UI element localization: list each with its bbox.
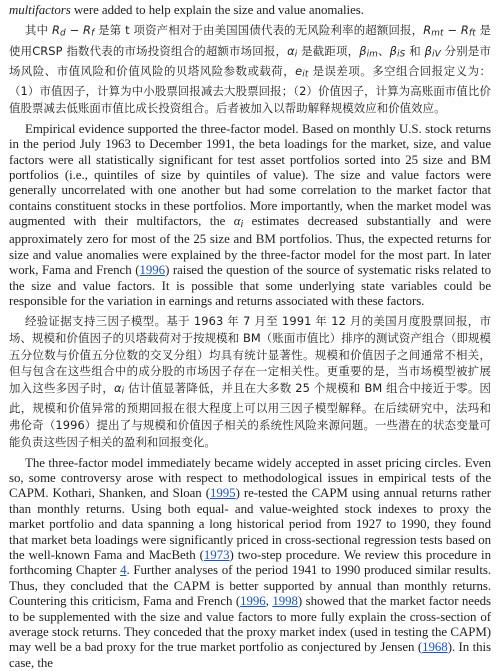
citation-link[interactable]: 1968 bbox=[422, 640, 448, 655]
math-var: R bbox=[423, 23, 432, 38]
text: ) re-tested the CAPM using annual returns rather than monthly returns. Using both equal- and value-weighted stock indexes to proxy the market portfolio and data spanning a long historical period from 1927 to 1990, they found that market beta loadings were significantly priced in cross-sectional regression tests based on the well-known Fama and MacBeth ( bbox=[9, 486, 491, 563]
paragraph-intro-continuation bbox=[9, 3, 491, 18]
text: ) raised the question of the source of systematic risks related to the size and value factors. It is possible that some underlying state variables could be responsible for the variation in earnings and returns associated with these factors. bbox=[9, 263, 492, 308]
math-sub: f bbox=[91, 29, 95, 39]
math-var: α bbox=[233, 214, 241, 229]
math-var: β bbox=[424, 43, 433, 58]
text: Empirical evidence supported the three-factor model. Based on monthly U.S. stock returns in the period July 1963 to December 1991, the beta loadings for the market, size, and value factors were all statistically significant for test asset portfolios sorted into 25 size and BM portfolios (i.e., quintiles of size by quintiles of value). The size and value factors were generally uncorrelated with one another but had some correlation to the market factor that contains constituent stocks in these portfolios. More importantly, when the market model was augmented with their multifactors, the bbox=[9, 121, 491, 229]
text: , bbox=[265, 594, 273, 609]
text: 分别是市场风险、市值风险和价值风险的贝塔风险参数或载荷， bbox=[9, 43, 491, 78]
math-sub: iV bbox=[432, 49, 441, 60]
text: 是截距项， bbox=[297, 43, 360, 58]
citation-link[interactable]: 1996 bbox=[240, 594, 266, 609]
text: 是误差项。多空组合回报定义为：（1）市值因子，计算为中小股票回报减去大股票回报；（2）价值因子，计算为高账面市值比价值股票减去低账面市值比成长投资组合。后者被加入以帮助解释规模效应和价值效应。 bbox=[9, 64, 491, 115]
text: 估计值显著降低，并且在大多数 25 个规模和 BM 组合中接近于零。因此，规模和价值异常的预期回报在很大程度上可以用三因子模型解释。在后续研究中，法玛和弗伦奇（1996）提出了与规模和价值因子相关的系统性风险来源问题。一些潜在的状态变量可能负责这些因子相关的盈利和回报变化。 bbox=[9, 381, 492, 449]
text: 和 bbox=[405, 43, 425, 58]
math-var: e bbox=[295, 64, 303, 78]
text: 经验证据支持三因子模型。基于 1963 年 7 月至 1991 年 12 月的美国月度股票回报，市场、规模和价值因子的贝塔载荷对于按规模和 BM（账面市值比）排序的测试资产组合（即规模五分位数与价值五分位数的交叉分组）均具有统计显著性。规模和价值因子之间通常不相关，但与包含在这些组合中的成分股的市场因子存在一定相关性。更重要的是，当市场模型被扩展加入这些多因子时， bbox=[9, 314, 491, 396]
math-sub: im bbox=[366, 49, 378, 60]
text: 、 bbox=[377, 43, 390, 58]
text: were added to help explain the size and value anomalies. bbox=[70, 3, 364, 17]
math-op: − bbox=[65, 23, 84, 38]
math-sub: ft bbox=[468, 29, 476, 39]
text: ). In this case, the bbox=[9, 640, 491, 670]
math-sub: i bbox=[240, 218, 244, 230]
text: 是使用CRSP 指数代表的市场投资组合的超额市场回报， bbox=[9, 23, 492, 58]
math-var: α bbox=[287, 43, 295, 58]
text: 是第 t 项资产相对于由美国国债代表的无风险利率的超额回报， bbox=[94, 23, 424, 38]
chapter-link[interactable]: 4 bbox=[120, 563, 127, 578]
math-sub: iS bbox=[397, 49, 406, 60]
paragraph-chinese-1 bbox=[9, 22, 491, 116]
text: 其中 bbox=[25, 23, 52, 38]
math-sub: i bbox=[294, 49, 298, 60]
math-sub: it bbox=[302, 69, 309, 80]
paragraph-english-1 bbox=[9, 122, 491, 310]
math-sub: i bbox=[121, 386, 125, 397]
math-var: R bbox=[460, 23, 469, 38]
citation-link[interactable]: 1995 bbox=[210, 486, 236, 501]
paragraph-chinese-2 bbox=[9, 313, 491, 450]
math-op: − bbox=[443, 23, 461, 38]
math-sub: d bbox=[60, 29, 66, 39]
math-var: R bbox=[83, 23, 92, 38]
math-var: β bbox=[359, 43, 367, 58]
text: estimates decreased substantially and were approximately zero for most of the 25 size and BM portfolios. Thus, the expected returns for size and value anomalies were explained by the three-factor model for the most part. In later work, Fama and French ( bbox=[9, 214, 491, 278]
citation-link[interactable]: 1996 bbox=[139, 263, 166, 278]
text: The three-factor model immediately became widely accepted in asset pricing circles. Even so, some controversy arose with respect to methodological issues in empirical tests of the CAPM. Kothari, Shanken, and Sloan ( bbox=[9, 455, 491, 501]
paragraph-english-2 bbox=[9, 456, 491, 671]
citation-link[interactable]: 1973 bbox=[203, 548, 230, 563]
text: ) showed that the market factor needs to be supplemented with the size and value factors to more fully explain the cross-section of average stock returns. They conceded that the proxy market index (used in testing the CAPM) may well be a bad proxy for the true market portfolio as conjectured by Jensen ( bbox=[9, 594, 491, 655]
math-var: R bbox=[52, 23, 61, 38]
italic-term: multifactors bbox=[9, 3, 71, 17]
citation-link[interactable]: 1998 bbox=[272, 594, 298, 609]
text: ) two-step procedure. We review this procedure in forthcoming Chapter bbox=[9, 548, 491, 578]
math-sub: mt bbox=[431, 29, 444, 39]
text: . Further analyses of the period 1941 to 1990 produced similar results. Thus, they concluded that the CAPM is better supported by annual than monthly returns. Countering this criticism, Fama and French ( bbox=[9, 563, 491, 609]
math-var: β bbox=[389, 43, 398, 58]
math-var: α bbox=[114, 381, 122, 396]
